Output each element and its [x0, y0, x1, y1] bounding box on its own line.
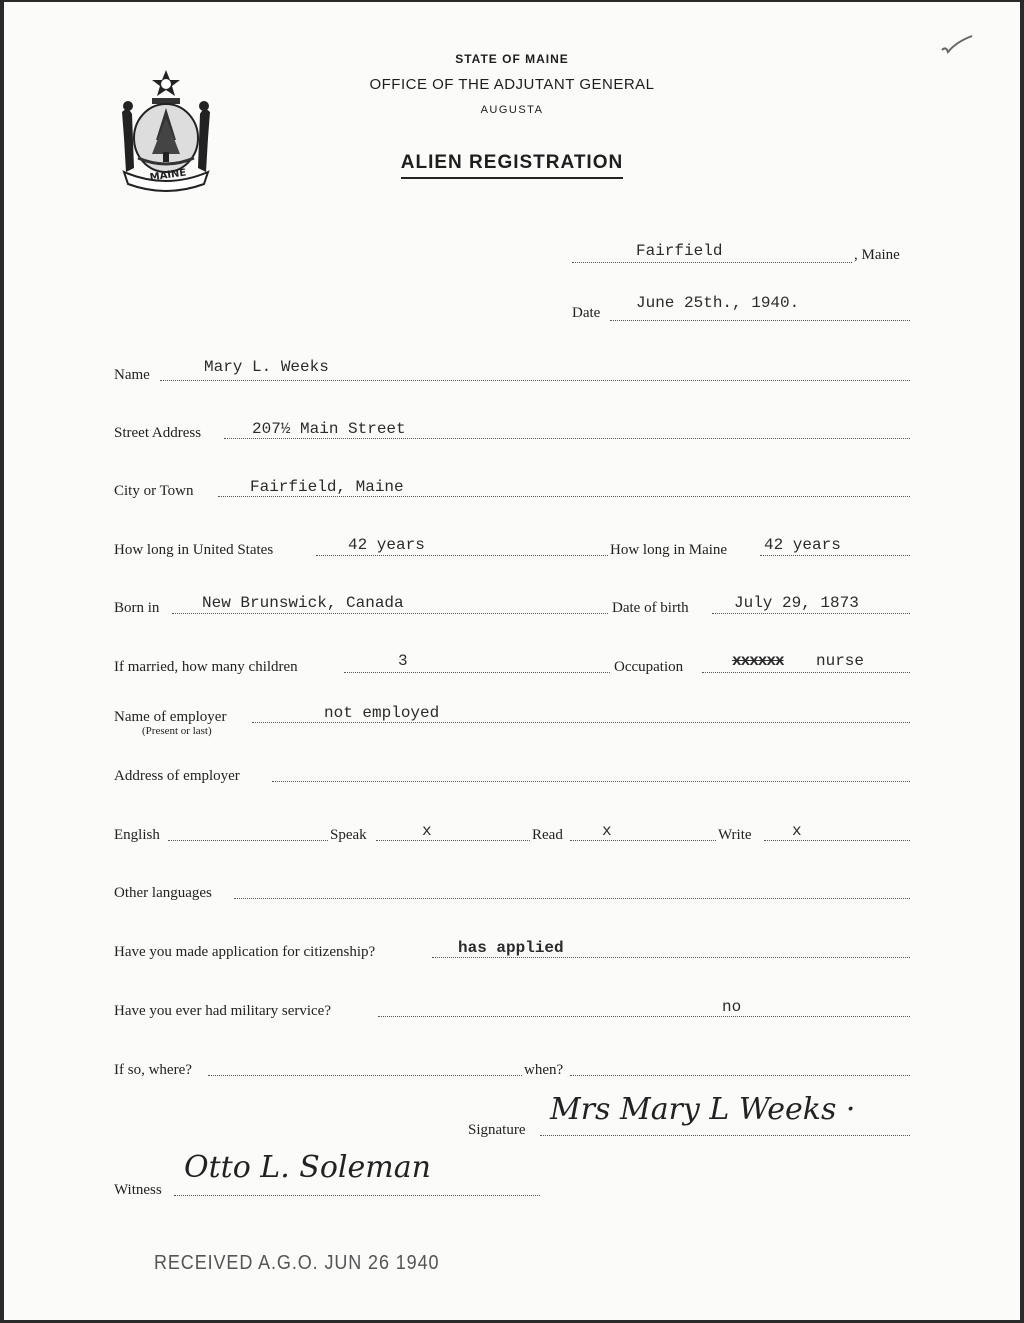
- form-title: [4, 152, 1020, 174]
- seal-banner-text: MAINE: [149, 167, 187, 184]
- write-value: x: [792, 822, 802, 840]
- street-line: [224, 438, 910, 439]
- document-page: [4, 2, 1020, 1320]
- read-label: Read: [532, 827, 563, 843]
- write-label: Write: [718, 827, 752, 843]
- read-value: x: [602, 822, 612, 840]
- employer-address-label: Address of employer: [114, 768, 240, 784]
- born-in-line: [172, 613, 608, 614]
- employer-sublabel: (Present or last): [142, 725, 212, 737]
- occupation-label: Occupation: [614, 659, 684, 675]
- children-line: [344, 672, 610, 673]
- years-us-line: [316, 555, 608, 556]
- town-line: [572, 262, 852, 263]
- employer-label: Name of employer: [114, 709, 227, 725]
- street-value: 207½ Main Street: [252, 420, 406, 438]
- military-line: [378, 1016, 910, 1017]
- when-label: when?: [524, 1062, 564, 1078]
- occupation-struck: xxxxxx: [732, 652, 784, 670]
- date-label: Date: [572, 305, 601, 321]
- citizenship-value: has applied: [458, 939, 564, 957]
- name-line: [160, 380, 910, 381]
- header-office: OFFICE OF THE ADJUTANT GENERAL: [369, 76, 655, 93]
- employer-line: [252, 722, 910, 723]
- dob-label: Date of birth: [612, 600, 689, 616]
- speak-label: Speak: [330, 827, 367, 843]
- received-stamp: RECEIVED A.G.O. JUN 26 1940: [154, 1252, 440, 1274]
- citizenship-line: [432, 957, 910, 958]
- where-line: [208, 1075, 522, 1076]
- town-value: Fairfield: [636, 242, 723, 260]
- speak-value: x: [422, 822, 432, 840]
- if-so-where-label: If so, where?: [114, 1062, 192, 1078]
- city-label: City or Town: [114, 483, 194, 499]
- maine-label: , Maine: [854, 247, 900, 263]
- born-in-label: Born in: [114, 600, 160, 616]
- header-city: AUGUSTA: [480, 104, 544, 116]
- years-maine-line: [760, 555, 910, 556]
- military-label: Have you ever had military service?: [114, 1003, 331, 1019]
- witness-label: Witness: [114, 1182, 162, 1198]
- name-value: Mary L. Weeks: [204, 358, 329, 376]
- children-label: If married, how many children: [114, 659, 298, 675]
- english-label: English: [114, 827, 160, 843]
- speak-line: [376, 840, 530, 841]
- signature-label: Signature: [468, 1122, 526, 1138]
- dob-value: July 29, 1873: [734, 594, 859, 612]
- form-title-text: ALIEN REGISTRATION: [401, 152, 623, 179]
- signature-value: Mrs Mary L Weeks ·: [550, 1092, 856, 1127]
- header-state: STATE OF MAINE: [455, 52, 569, 66]
- street-label: Street Address: [114, 425, 202, 441]
- city-value: Fairfield, Maine: [250, 478, 404, 496]
- other-languages-label: Other languages: [114, 885, 212, 901]
- witness-line: [174, 1195, 540, 1196]
- signature-line: [540, 1135, 910, 1136]
- witness-signature: Otto L. Soleman: [184, 1150, 431, 1185]
- city-line: [218, 496, 910, 497]
- years-maine-value: 42 years: [764, 536, 841, 554]
- employer-address-line: [272, 781, 910, 782]
- english-line-1: [168, 840, 328, 841]
- date-value: June 25th., 1940.: [636, 294, 800, 312]
- children-value: 3: [398, 652, 408, 670]
- years-maine-label: How long in Maine: [610, 542, 728, 558]
- born-in-value: New Brunswick, Canada: [202, 594, 404, 612]
- read-line: [570, 840, 716, 841]
- military-value: no: [722, 998, 742, 1016]
- citizenship-label: Have you made application for citizenship?: [114, 944, 376, 960]
- write-line: [764, 840, 910, 841]
- occupation-value: nurse: [816, 652, 865, 670]
- years-us-value: 42 years: [348, 536, 425, 554]
- employer-value: not employed: [324, 704, 440, 722]
- when-line: [570, 1075, 910, 1076]
- name-label: Name: [114, 367, 150, 383]
- dob-line: [712, 613, 910, 614]
- other-languages-line: [234, 898, 910, 899]
- occupation-line: [702, 672, 910, 673]
- years-us-label: How long in United States: [114, 542, 274, 558]
- date-line: [610, 320, 910, 321]
